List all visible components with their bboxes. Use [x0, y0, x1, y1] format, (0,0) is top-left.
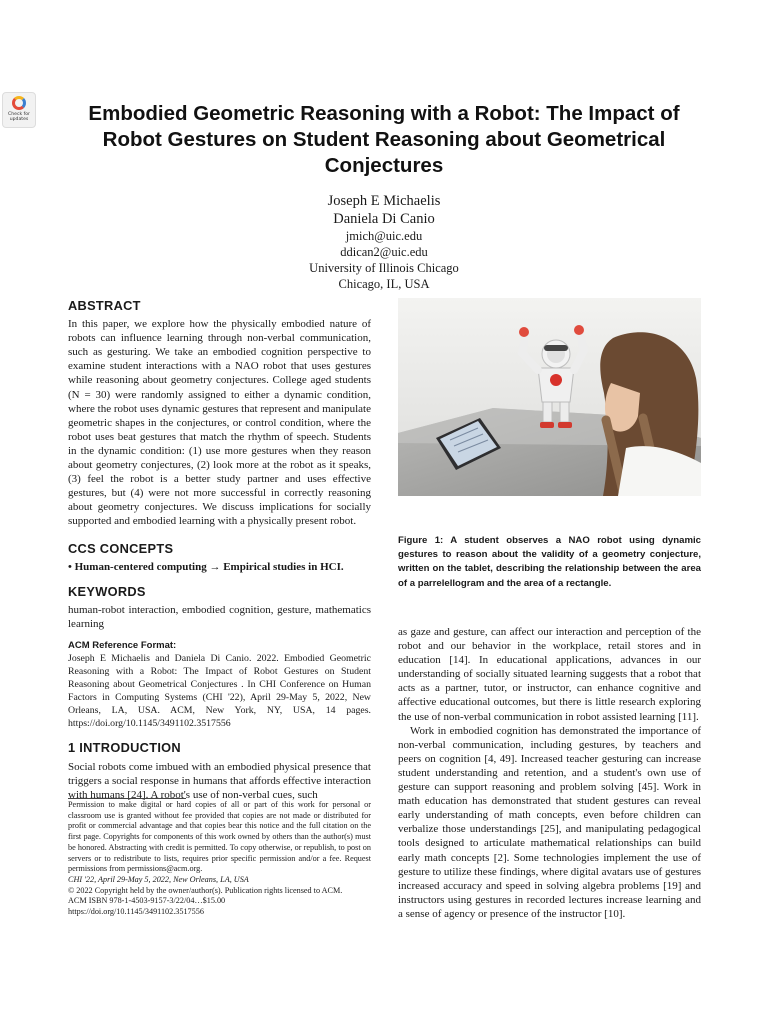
author-email[interactable]: jmich@uic.edu [345, 229, 423, 243]
author-email[interactable]: ddican2@uic.edu [340, 245, 428, 259]
left-column [68, 299, 371, 802]
crossmark-icon [12, 96, 26, 110]
copyright-line: © 2022 Copyright held by the owner/author(s). Publication rights licensed to ACM. [68, 885, 343, 895]
isbn-line: ACM ISBN 978-1-4503-9157-3/22/04…$15.00 [68, 896, 226, 906]
author-location: Chicago, IL, USA [338, 277, 430, 291]
keywords-heading: KEYWORDS [68, 583, 146, 599]
check-for-updates-badge[interactable] [2, 92, 36, 128]
figure-caption: Figure 1: A student observes a NAO robot using dynamic gestures to reason about the validity of a geometry conjecture, written on the tablet, describing the relationship between the area of a parrelellogram and the area of a rectangle. [398, 535, 701, 589]
conference-line: CHI '22, April 29-May 5, 2022, New Orleans, LA, USA [68, 874, 249, 884]
ccs-item: • Human-centered computing → Empirical studies in HCI. [68, 560, 344, 573]
keywords-body: human-robot interaction, embodied cognition, gesture, mathematics learning [68, 603, 371, 630]
student [600, 332, 701, 496]
ccs-heading: CCS CONCEPTS [68, 540, 174, 556]
right-column [398, 625, 701, 921]
paper-title: Embodied Geometric Reasoning with a Robot: The Impact of Robot Gestures on Student Reasoning about Geometrical Conjectures [88, 102, 680, 177]
footnote-divider [68, 798, 186, 799]
intro-heading: 1 INTRODUCTION [68, 739, 181, 755]
abstract-body: In this paper, we explore how the physically embodied nature of robots can influence learning through non-verbal communication, such as gesturing. We take an embodied cognition perspective to examine student interactions with a NAO robot that uses gestures while reasoning about geometry conjectures. College aged students (N = 30) were randomly assigned to either a dynamic condition, where the robot uses dynamic gestures that represent and manipulate geometric shapes in the conjectures, or control condition, where the robot uses beat gestures that match the rhythm of speech. Students in the dynamic condition: (1) use more gestures when they reason about geometry conjectures, (2) look more at the robot as it speaks, (3) feel the robot is a better study partner and uses effective gestures, but (4) were not more successful in correctly reasoning about geometry conjectures. We discuss implications for socially supported and embodied learning with a physically present robot. [68, 318, 371, 528]
badge-label: Check for updates [8, 112, 30, 122]
intro-paragraph: Social robots come imbued with an embodied physical presence that triggers a social response in humans that affords effective interaction with humans [24]. A robot's use of non-verbal cues, such [68, 760, 371, 801]
author-name: Joseph E Michaelis [327, 193, 441, 209]
author-block [234, 192, 534, 292]
author-name: Daniela Di Canio [333, 211, 435, 227]
robot-student-photo [398, 298, 701, 496]
reference-body: Joseph E Michaelis and Daniela Di Canio. 2022. Embodied Geometric Reasoning with a Robot: The Impact of Robot Gestures on Student Reasoning about Geometrical Conjectures . In CHI Conference on Human Factors in Computing Systems (CHI '22), April 29-May 5, 2022, New Orleans, LA, USA. ACM, New York, NY, USA, 14 pages. https://doi.org/10.1145/3491102.3517556 [68, 653, 371, 729]
footnote [68, 800, 371, 918]
abstract-heading: ABSTRACT [68, 298, 141, 313]
doi-link[interactable]: https://doi.org/10.1145/3491102.3517556 [68, 907, 204, 917]
reference-heading: ACM Reference Format: [68, 639, 177, 651]
intro-paragraph: Work in embodied cognition has demonstrated the importance of non-verbal communication, including gestures, by teachers and peers on cognition [4, 49]. Increased teacher gesturing can increase student understanding and retention, and a student's own use of gesture can support reasoning and problem solving [45]. Work in math education has demonstrated that student gestures can reveal early understanding of math concepts, even before children can verbalize those understandings [25], and manipulating pedagogical tools designed to articulate mathematical relationships can build early math concepts [2]. Some technologies implement the use of gesture to utilize these findings, where digital avatars use of gestures increased accuracy and speed in solving algebra problems [19] and instructors using gestures in recorded lectures increase learning and a sense of agency or presence of the instructor [10]. [398, 724, 701, 920]
permission-notice: Permission to make digital or hard copies of all or part of this work for personal or classroom use is granted without fee provided that copies are not made or distributed for profit or commercial advantage and that copies bear this notice and the full citation on the first page. Copyrights for components of this work owned by others than the author(s) must be honored. Abstracting with credit is permitted. To copy otherwise, or republish, to post on servers or to redistribute to lists, requires prior specific permission and/or a fee. Request permissions from permissions@acm.org. [68, 800, 371, 874]
intro-paragraph-continued: as gaze and gesture, can affect our interaction and perception of the robot and our behavior in the workplace, retail stores and in education [14]. In educational applications, advances in our understanding of socially situated learning suggests that a robot that acts as a partner, tutor, or instructor, can enhance cognitive and affective educational outcomes, but there is little research exploring the use of non-verbal communication in robot assisted learning [11]. [398, 626, 701, 723]
author-affiliation: University of Illinois Chicago [309, 261, 459, 275]
figure-photo [398, 298, 701, 496]
